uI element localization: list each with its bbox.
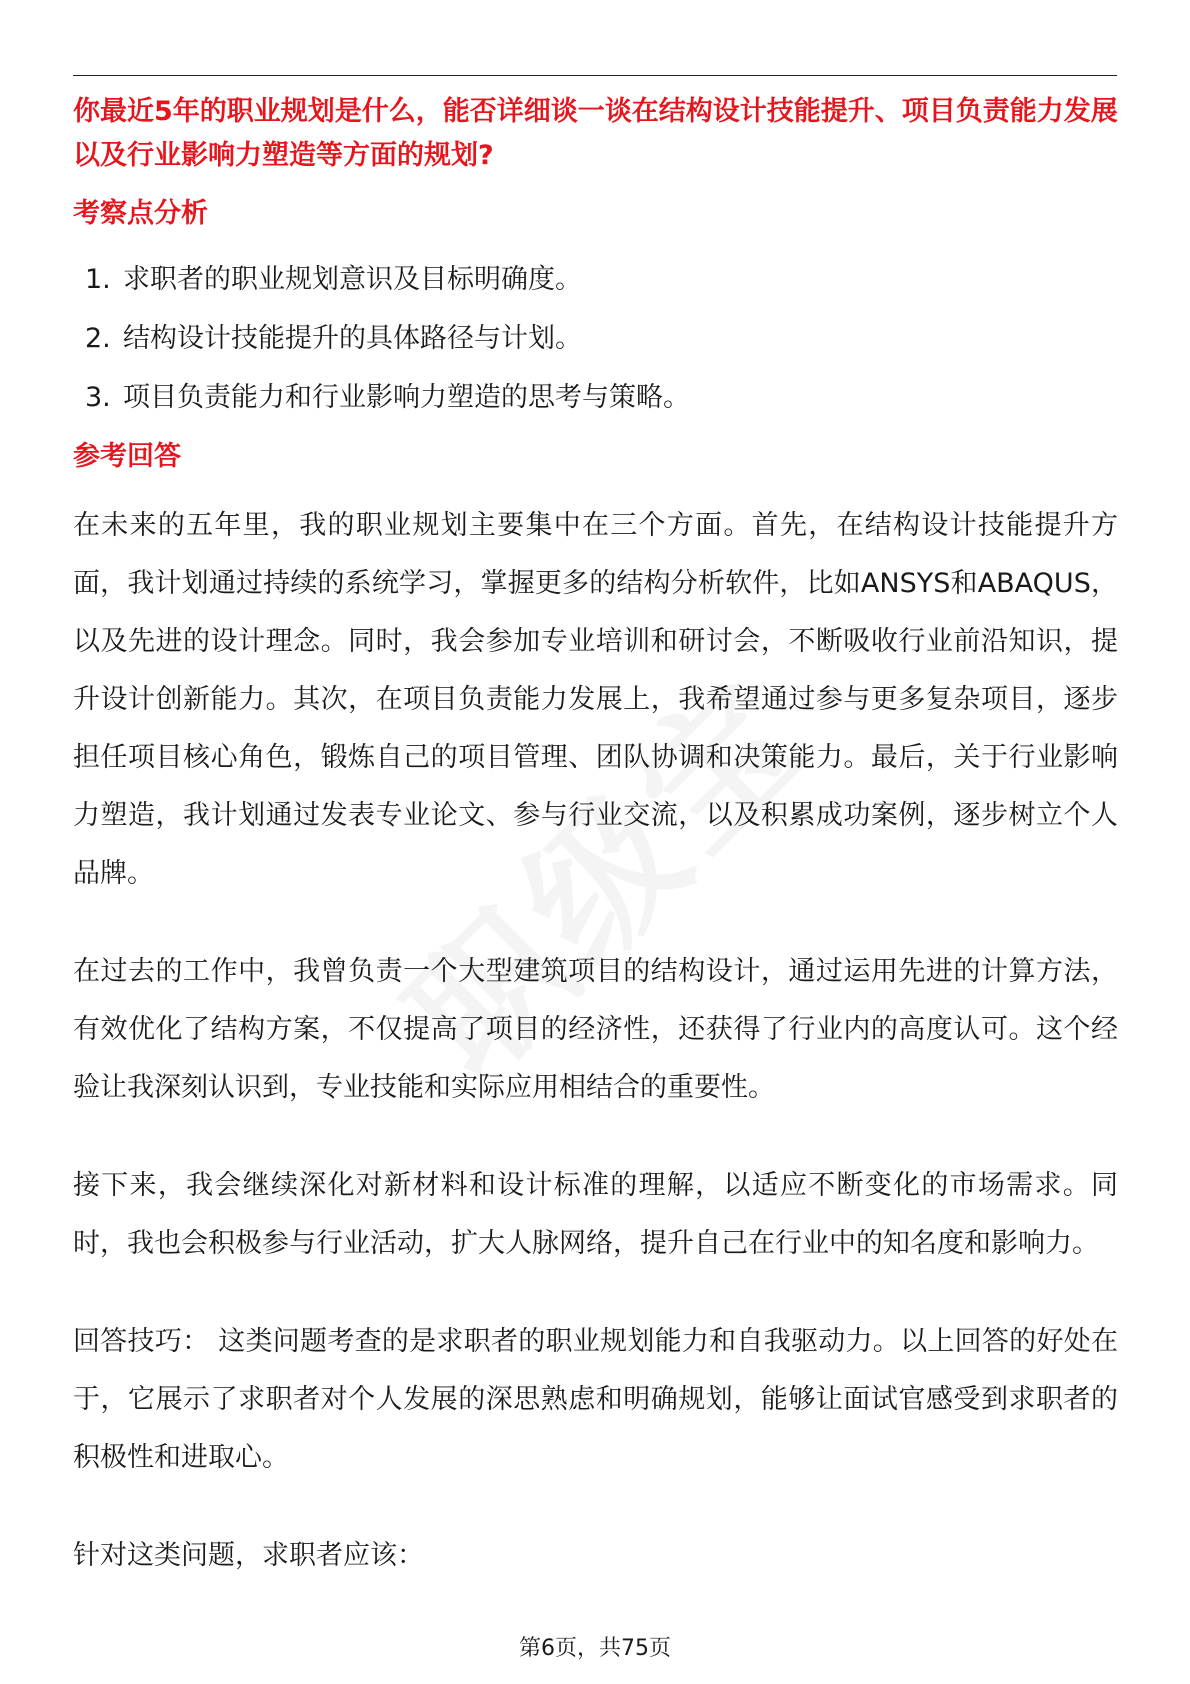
list-item-number: 1. [85, 264, 111, 295]
list-item-text: 结构设计技能提升的具体路径与计划。 [123, 323, 582, 354]
answer-paragraph: 针对这类问题，求职者应该： [73, 1540, 424, 1571]
top-divider [73, 75, 1117, 76]
question-title: 你最近5年的职业规划是什么，能否详细谈一谈在结构设计技能提升、项目负责能力发展以及行业影响力塑造等方面的规划? [73, 96, 1118, 171]
answer-paragraph: 在未来的五年里，我的职业规划主要集中在三个方面。首先，在结构设计技能提升方面，我计划通过持续的系统学习，掌握更多的结构分析软件，比如ANSYS和ABAQUS，以及先进的设计理念。同时，我会参加专业培训和研讨会，不断吸收行业前沿知识，提升设计创新能力。其次，在项目负责能力发展上，我希望通过参与更多复杂项目，逐步担任项目核心角色，锻炼自己的项目管理、团队协调和决策能力。最后，关于行业影响力塑造，我计划通过发表专业论文、参与行业交流，以及积累成功案例，逐步树立个人品牌。 [73, 510, 1118, 889]
list-item-text: 项目负责能力和行业影响力塑造的思考与策略。 [123, 382, 690, 413]
answer-tips-paragraph: 回答技巧： 这类问题考查的是求职者的职业规划能力和自我驱动力。以上回答的好处在于，它展示了求职者对个人发展的深思熟虑和明确规划，能够让面试官感受到求职者的积极性和进取心。 [73, 1326, 1118, 1473]
list-item-number: 2. [85, 323, 111, 354]
answer-paragraph: 接下来，我会继续深化对新材料和设计标准的理解，以适应不断变化的市场需求。同时，我也会积极参与行业活动，扩大人脉网络，提升自己在行业中的知名度和影响力。 [73, 1170, 1118, 1259]
list-item-number: 3. [85, 382, 111, 413]
page-content [73, 90, 1118, 1585]
list-item-text: 求职者的职业规划意识及目标明确度。 [123, 264, 582, 295]
answer-paragraph: 在过去的工作中，我曾负责一个大型建筑项目的结构设计，通过运用先进的计算方法，有效优化了结构方案，不仅提高了项目的经济性，还获得了行业内的高度认可。这个经验让我深刻认识到，专业技能和实际应用相结合的重要性。 [73, 956, 1118, 1103]
list-item [73, 378, 1118, 418]
list-item [73, 260, 1118, 300]
list-item [73, 319, 1118, 359]
analysis-heading: 考察点分析 [73, 198, 208, 229]
page-number: 第6页，共75页 [519, 1636, 671, 1661]
analysis-list [73, 260, 1118, 418]
answer-heading: 参考回答 [73, 441, 181, 472]
